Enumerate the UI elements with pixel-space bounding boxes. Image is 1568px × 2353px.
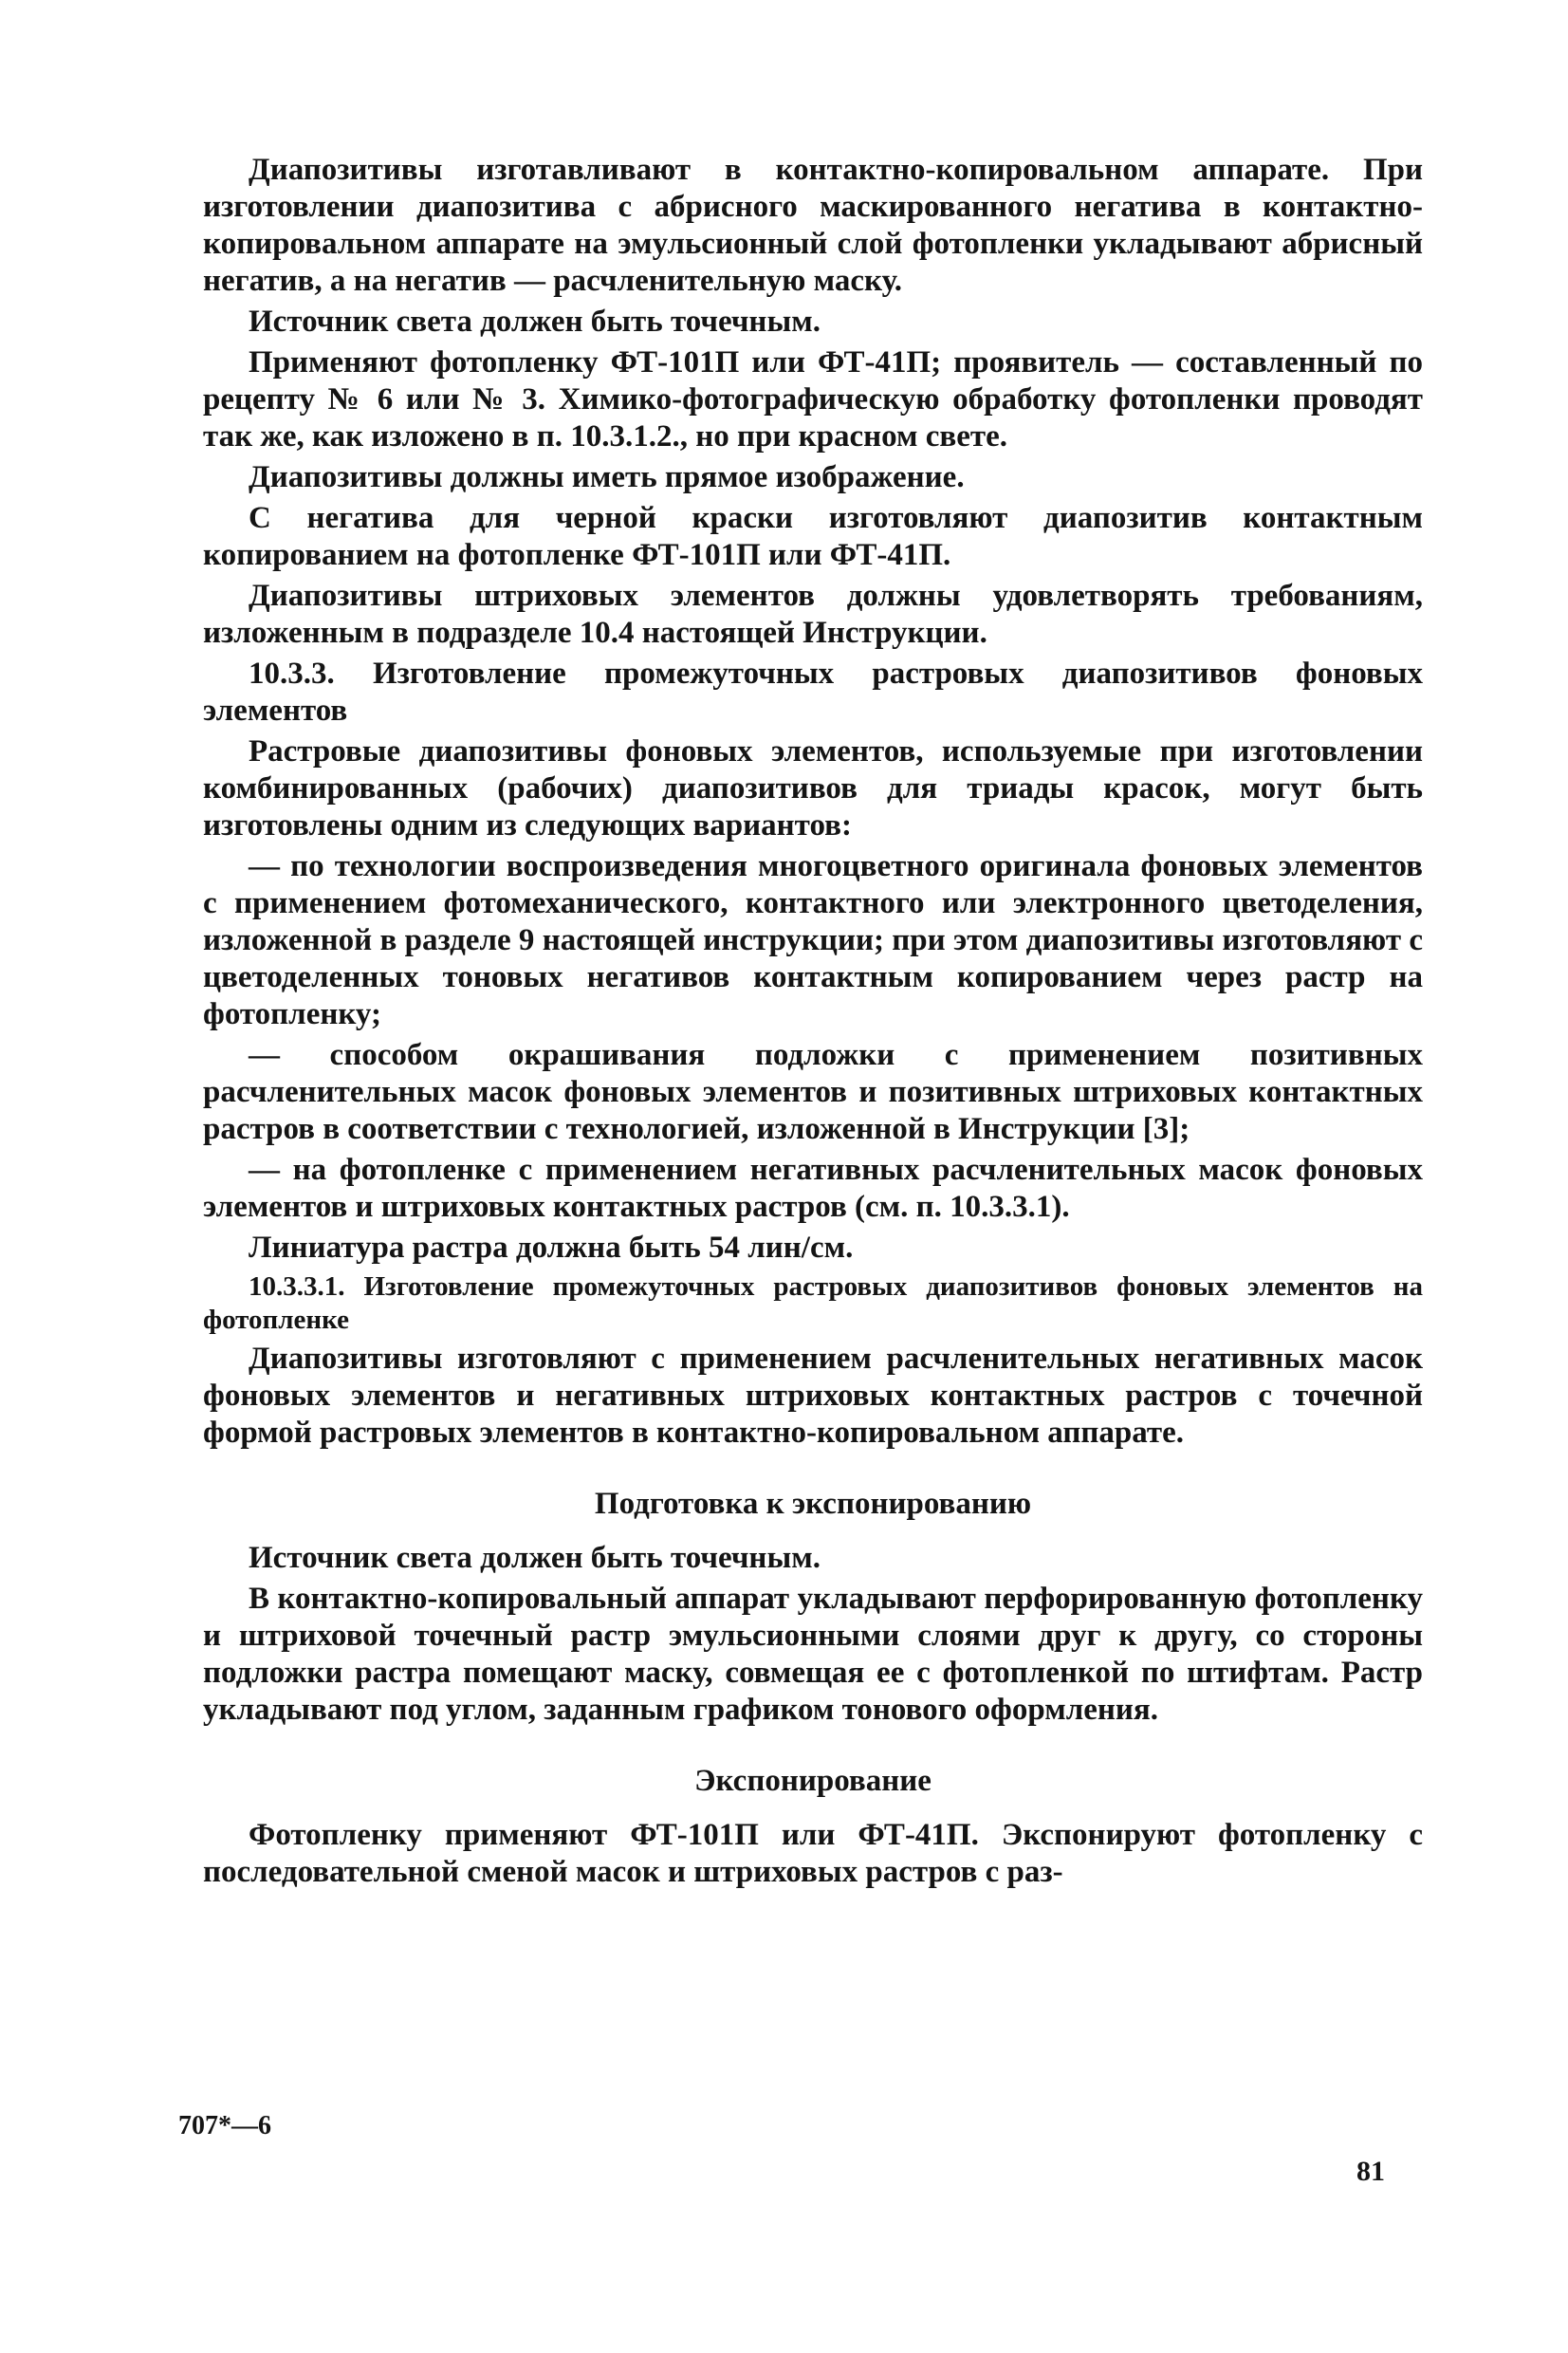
paragraph: Фотопленку применяют ФТ-101П или ФТ-41П. Экспонируют фотопленку с последовательной сменой масок и штриховых растров с раз-: [203, 1818, 1423, 1889]
subsection-heading-exposure: Экспонирование: [694, 1764, 932, 1798]
paragraph: Диапозитивы изготавливают в контактно-копировальном аппарате. При изготовлении диапозитива с абрисного маскированного негатива в контактно-копировальном аппарате на эмульсионный слой фотопленки укладывают абрисный негатив, а на негатив — расчленительную маску.: [203, 153, 1423, 298]
paragraph: Источник света должен быть точечным.: [249, 1541, 821, 1575]
list-item: — по технологии воспроизведения многоцветного оригинала фоновых элементов с применением фотомеханического, контактного или электронного цветоделения, изложенной в разделе 9 настоящей инструкции; при этом диапозитивы изготовляют с цветоделенных тоновых негативов контактным копированием через растр на фотопленку;: [203, 849, 1423, 1031]
list-item: — на фотопленке с применением негативных расчленительных масок фоновых элементов и штриховых контактных растров (см. п. 10.3.3.1).: [203, 1153, 1423, 1224]
paragraph: Диапозитивы изготовляют с применением расчленительных негативных масок фоновых элементов и негативных штриховых контактных растров с точечной формой растровых элементов в контактно-копировальном аппарате.: [203, 1342, 1423, 1450]
page-number: 81: [1356, 2156, 1385, 2187]
list-item: — способом окрашивания подложки с применением позитивных расчленительных масок фоновых элементов и позитивных штриховых контактных растров в соответствии с технологией, изложенной в Инструкции [3];: [203, 1038, 1423, 1146]
paragraph: Диапозитивы должны иметь прямое изображение.: [249, 460, 965, 494]
paragraph: Диапозитивы штриховых элементов должны удовлетворять требованиям, изложенным в подразделе 10.4 настоящей Инструкции.: [203, 579, 1423, 650]
subsection-heading-preparation: Подготовка к экспонированию: [594, 1487, 1032, 1521]
footer-print-code: 707*—6: [178, 2111, 271, 2140]
section-heading-10-3-3-1: 10.3.3.1. Изготовление промежуточных растровых диапозитивов фоновых элементов на фотопленке: [203, 1271, 1423, 1335]
paragraph: В контактно-копировальный аппарат укладывают перфорированную фотопленку и штриховой точечный растр эмульсионными слоями друг к другу, со стороны подложки растра помещают маску, совмещая ее с фотопленкой по штифтам. Растр укладывают под углом, заданным графиком тонового оформления.: [203, 1582, 1423, 1727]
paragraph: Источник света должен быть точечным.: [249, 305, 821, 339]
paragraph: Растровые диапозитивы фоновых элементов, используемые при изготовлении комбинированных (рабочих) диапозитивов для триады красок, могут быть изготовлены одним из следующих вариантов:: [203, 734, 1423, 843]
paragraph: С негатива для черной краски изготовляют диапозитив контактным копированием на фотопленке ФТ-101П или ФТ-41П.: [203, 501, 1423, 572]
paragraph: Применяют фотопленку ФТ-101П или ФТ-41П; проявитель — составленный по рецепту № 6 или № 3. Химико-фотографическую обработку фотопленки проводят так же, как изложено в п. 10.3.1.2., но при красном свете.: [203, 345, 1423, 454]
section-heading-10-3-3: 10.3.3. Изготовление промежуточных растровых диапозитивов фоновых элементов: [203, 657, 1423, 728]
page-body: [203, 152, 1423, 1895]
paragraph: Линиатура растра должна быть 54 лин/см.: [249, 1231, 854, 1265]
